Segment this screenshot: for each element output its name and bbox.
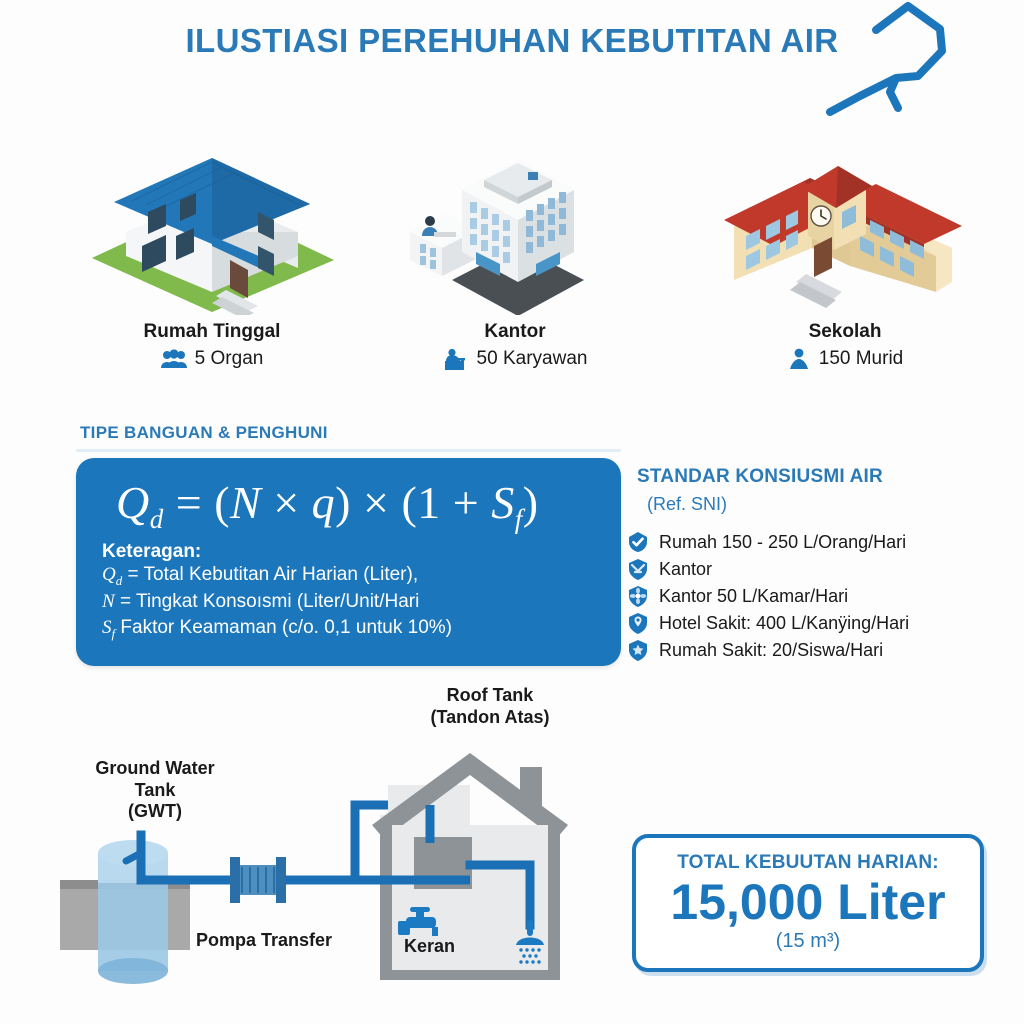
isometric-school-illustration: [700, 140, 990, 315]
ground-water-tank-label: [60, 758, 250, 823]
formula-plus: +: [452, 477, 480, 528]
legend-symbol: Q: [102, 564, 116, 586]
roof-tank-label-line2: (Tandon Atas): [430, 706, 550, 727]
building-occupants: [400, 348, 630, 370]
building-occupants-text: 50 Karyawan: [476, 348, 588, 369]
total-demand-callout: [632, 834, 984, 972]
formula-q: q: [311, 477, 336, 528]
person-at-desk-icon: [443, 348, 469, 370]
building-occupants-text: 150 Murid: [818, 348, 904, 369]
total-demand-unit: (15 m³): [775, 930, 841, 952]
building-occupants: [62, 348, 362, 370]
list-item-text: Kantor: [659, 558, 713, 579]
roof-tank-label: [400, 685, 580, 728]
legend-text: = Tingkat Konsoısmi (Liter/Unit/Hari: [114, 590, 420, 612]
formula-paren-close: ): [335, 477, 351, 528]
formula-equals: =: [175, 477, 203, 528]
formula-panel: [76, 458, 621, 666]
student-icon: [787, 348, 811, 370]
formula-times-2: ×: [362, 477, 390, 528]
list-item-text: Kantor 50 L/Kamar/Hari: [659, 585, 849, 606]
list-item: [627, 582, 1022, 609]
building-card-office: [400, 140, 630, 370]
list-item-text: Rumah Sakit: 20/Siswa/Hari: [659, 639, 884, 660]
group-of-people-icon: [161, 349, 187, 369]
building-title: Sekolah: [808, 321, 882, 342]
legend-title: Keteragan:: [102, 541, 202, 563]
blue-pen-scribble-icon: [818, 0, 1008, 131]
formula-expression: [116, 476, 595, 535]
list-item-text: Rumah 150 - 250 L/Orang/Hari: [659, 531, 907, 552]
legend-line-n: [102, 590, 595, 616]
list-item: [627, 636, 1022, 663]
legend-symbol-sub: f: [111, 625, 116, 641]
building-occupants: [700, 348, 990, 370]
standards-list: [627, 528, 1022, 663]
legend-text: Faktor Keamaman (c/o. 0,1 untuk 10%): [115, 617, 453, 639]
star-badge-icon: [627, 639, 649, 661]
pump-label: Pompa Transfer: [196, 930, 333, 950]
tap-label: Keran: [404, 936, 456, 956]
building-title: Kantor: [484, 321, 546, 342]
building-occupants-text: 5 Organ: [194, 348, 264, 369]
standards-heading: STANDAR KONSIUSMI AIR: [637, 466, 883, 487]
isometric-house-illustration: [62, 140, 362, 315]
total-demand-value: 15,000 Liter: [670, 874, 946, 930]
legend-symbol: N: [102, 590, 115, 612]
ground-water-tank: [98, 840, 168, 984]
formula-one: 1: [417, 477, 441, 528]
legend-symbol: S: [102, 617, 112, 639]
formula-paren-open: (: [214, 477, 231, 528]
check-badge-icon: [627, 531, 649, 553]
roof-tank-label-line1: Roof Tank: [446, 685, 534, 705]
transfer-pump-icon: [230, 857, 286, 903]
flower-badge-icon: [627, 585, 649, 607]
building-title: Rumah Tinggal: [143, 321, 281, 342]
list-item: [627, 609, 1022, 636]
building-card-school: [700, 140, 990, 370]
list-item-text: Hotel Sakit: 400 L/Kanÿing/Hari: [659, 612, 910, 633]
page-title: ILUSTIASI PEREHUHAN KEBUTITAN AIR: [185, 22, 839, 59]
legend-line-qd: [102, 563, 595, 589]
isometric-office-illustration: [400, 140, 630, 315]
gwt-label-line1: Ground Water: [95, 758, 215, 778]
formula-times: ×: [273, 477, 300, 528]
formula-s: S: [491, 477, 515, 528]
shield-badge-icon: [627, 558, 649, 580]
legend-text: = Total Kebutitan Air Harian (Liter),: [122, 564, 419, 586]
building-card-home: [62, 140, 362, 370]
gwt-label-line3: (GWT): [128, 801, 182, 822]
section-heading-building-types: TIPE BANGUAN & PENGHUNI: [80, 423, 328, 442]
formula-paren-close-2: ): [522, 477, 539, 528]
total-demand-label: TOTAL KEBUUTAN HARIAN:: [677, 852, 939, 873]
formula-qd: Q: [116, 477, 150, 528]
formula-n: N: [230, 477, 262, 528]
formula-paren-open-2: (: [401, 477, 418, 528]
list-item: [627, 555, 1022, 582]
section-divider: [76, 449, 621, 452]
gwt-label-line2: Tank: [134, 779, 176, 800]
list-item: [627, 528, 1022, 555]
formula-s-sub: f: [514, 504, 523, 535]
pin-badge-icon: [627, 612, 649, 634]
formula-qd-sub: d: [149, 504, 164, 535]
legend-line-sf: [102, 616, 595, 642]
legend-symbol-sub: d: [115, 572, 123, 588]
standards-subheading: (Ref. SNI): [647, 494, 728, 514]
